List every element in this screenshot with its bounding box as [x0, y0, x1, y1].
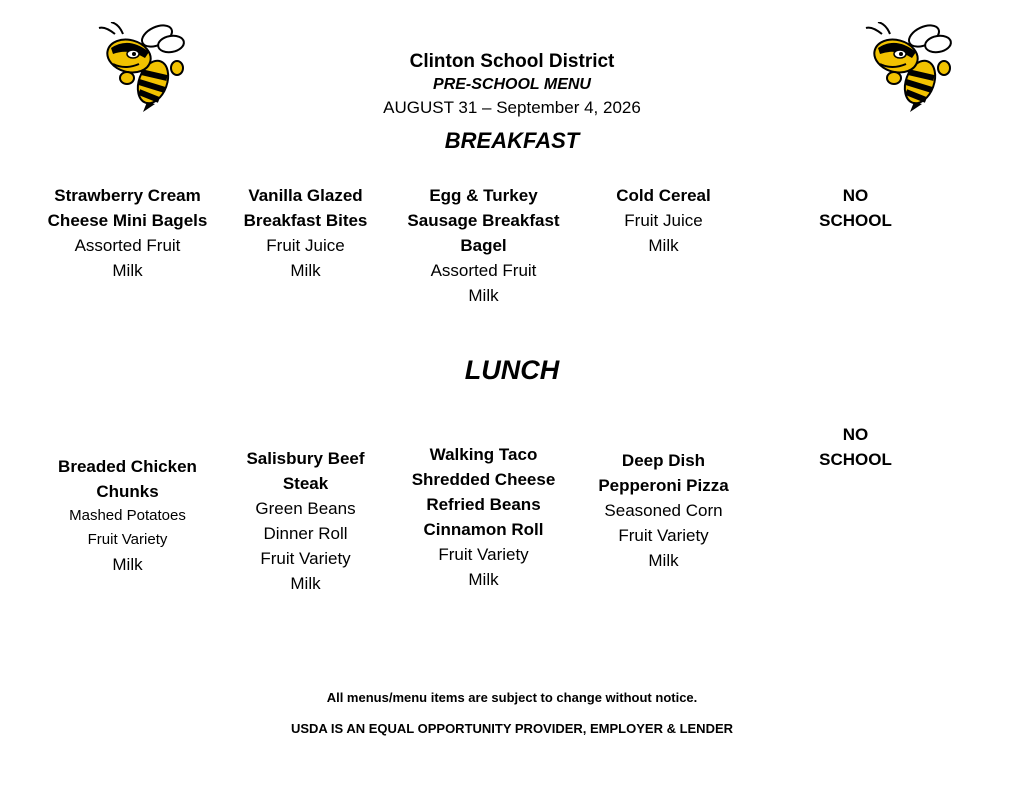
lunch-main-item: Salisbury Beef [246, 449, 365, 468]
lunch-friday-column [763, 422, 948, 472]
lunch-main-item: Breaded Chicken [58, 457, 197, 476]
breakfast-wednesday-column [391, 183, 576, 308]
lunch-side-item: Fruit Variety [87, 531, 168, 548]
lunch-side-item: Fruit Variety [438, 545, 529, 564]
breakfast-main-item: NO [842, 186, 869, 205]
breakfast-side-item: Fruit Juice [266, 236, 345, 255]
menu-subtitle: PRE-SCHOOL MENU [433, 76, 591, 93]
breakfast-main-item: Bagel [460, 236, 507, 255]
lunch-main-item: Steak [282, 474, 329, 493]
breakfast-heading: BREAKFAST [444, 128, 580, 153]
menu-dates: AUGUST 31 – September 4, 2026 [383, 98, 641, 117]
lunch-wednesday-column [391, 442, 576, 592]
breakfast-side-item: Fruit Juice [624, 211, 703, 230]
lunch-main-item: Walking Taco [429, 445, 538, 464]
breakfast-monday-column [35, 183, 220, 283]
breakfast-tuesday-column [213, 183, 398, 283]
lunch-main-item: Deep Dish [621, 451, 706, 470]
breakfast-side-item: Milk [112, 261, 143, 280]
usda-notice: USDA IS AN EQUAL OPPORTUNITY PROVIDER, EMPLOYER & LENDER [290, 721, 734, 736]
breakfast-main-item: Egg & Turkey [429, 186, 538, 205]
breakfast-main-item: Strawberry Cream [54, 186, 201, 205]
lunch-side-item: Milk [648, 551, 679, 570]
lunch-main-item: Chunks [96, 482, 159, 501]
breakfast-main-item: Sausage Breakfast [407, 211, 560, 230]
lunch-main-item: Cinnamon Roll [423, 520, 544, 539]
lunch-side-item: Milk [468, 570, 499, 589]
change-notice: All menus/menu items are subject to change without notice. [326, 690, 698, 705]
breakfast-side-item: Assorted Fruit [430, 261, 537, 280]
lunch-side-item: Milk [290, 574, 321, 593]
breakfast-side-item: Assorted Fruit [74, 236, 181, 255]
lunch-thursday-column [571, 448, 756, 573]
breakfast-main-item: Vanilla Glazed [248, 186, 363, 205]
lunch-side-item: Fruit Variety [618, 526, 709, 545]
lunch-side-item: Seasoned Corn [604, 501, 723, 520]
breakfast-friday-column [763, 183, 948, 233]
breakfast-main-item: Cheese Mini Bagels [47, 211, 208, 230]
lunch-side-item: Milk [112, 555, 143, 574]
menu-header [0, 50, 1024, 119]
lunch-side-item: Fruit Variety [260, 549, 351, 568]
lunch-main-item: NO [842, 425, 869, 444]
lunch-side-item: Dinner Roll [263, 524, 348, 543]
lunch-side-item: Green Beans [255, 499, 356, 518]
lunch-main-item: Refried Beans [426, 495, 541, 514]
breakfast-main-item: Breakfast Bites [243, 211, 368, 230]
lunch-monday-column [35, 454, 220, 577]
breakfast-side-item: Milk [648, 236, 679, 255]
lunch-main-item: SCHOOL [819, 450, 892, 469]
breakfast-main-item: Cold Cereal [616, 186, 711, 205]
district-name: Clinton School District [409, 51, 615, 72]
lunch-main-item: Pepperoni Pizza [598, 476, 729, 495]
lunch-main-item: Shredded Cheese [411, 470, 556, 489]
lunch-side-item: Mashed Potatoes [69, 507, 186, 524]
lunch-tuesday-column [213, 446, 398, 596]
lunch-heading: LUNCH [464, 355, 560, 385]
breakfast-side-item: Milk [468, 286, 499, 305]
breakfast-thursday-column [571, 183, 756, 258]
breakfast-side-item: Milk [290, 261, 321, 280]
breakfast-main-item: SCHOOL [819, 211, 892, 230]
